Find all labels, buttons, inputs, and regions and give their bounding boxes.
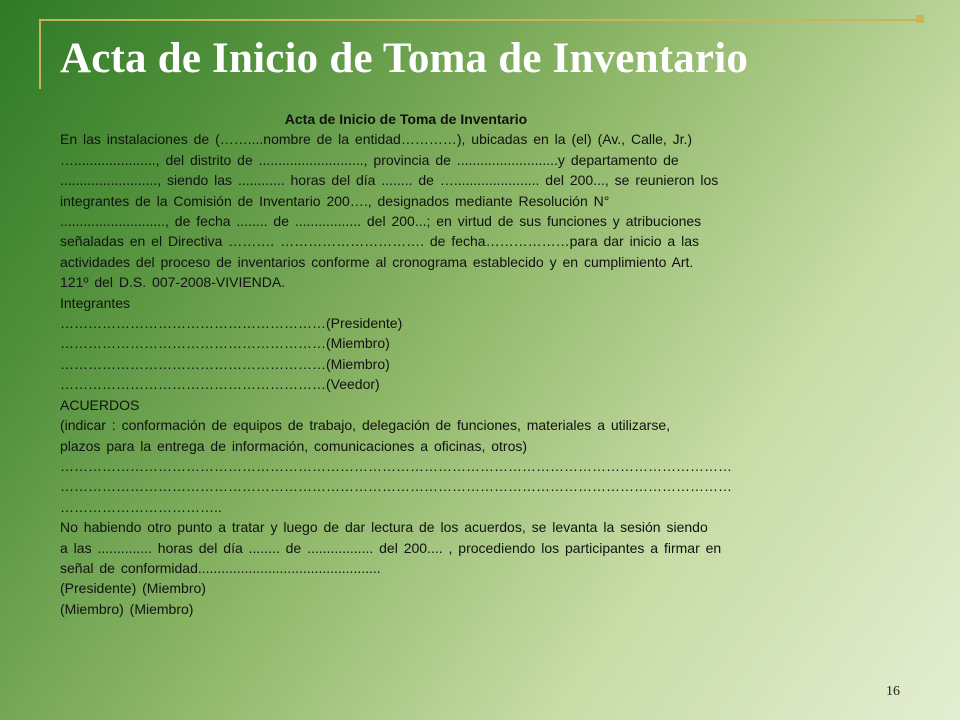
agreements-fill-line-3: …………………………….. bbox=[60, 498, 222, 515]
title-accent-square bbox=[916, 15, 924, 23]
doc-line-directive: señaladas en el Directiva ………. …………………………. de fecha………………para dar inicio a las bbox=[60, 233, 699, 250]
document-title: Acta de Inicio de Toma de Inventario bbox=[284, 111, 528, 127]
doc-line-commission: integrantes de la Comisión de Inventario 200…., designados mediante Resolución N° bbox=[60, 192, 610, 209]
members-heading: Integrantes bbox=[60, 294, 131, 311]
page-number: 16 bbox=[886, 684, 900, 699]
signatures-row-2: (Miembro) (Miembro) bbox=[60, 600, 194, 617]
doc-line-resolution: ..........................., de fecha ........ de ................. del 200...; en virtud de sus funciones y atribuciones bbox=[60, 213, 702, 230]
doc-line-location: En las instalaciones de (……....nombre de la entidad…………), ubicadas en la (el) (Av., Calle, Jr.) bbox=[60, 131, 693, 148]
signature-line-observer: …………………………………………………(Veedor) bbox=[60, 376, 380, 393]
agreements-instructions-1: (indicar : conformación de equipos de trabajo, delegación de funciones, materiales a utilizarse, bbox=[60, 417, 671, 434]
signatures-row-1: (Presidente) (Miembro) bbox=[60, 580, 206, 597]
document-body bbox=[60, 109, 880, 619]
signature-line-president: …………………………………………………(Presidente) bbox=[60, 315, 403, 332]
agreements-instructions-2: plazos para la entrega de información, comunicaciones a oficinas, otros) bbox=[60, 437, 528, 454]
doc-line-closing-time: a las .............. horas del día ........ de ................. del 200.... , procediendo los participantes a firmar en bbox=[60, 539, 722, 556]
signature-line-member-1: …………………………………………………(Miembro) bbox=[60, 335, 390, 352]
agreements-fill-line-2: ……………………………………………………………………………………………………………………………… bbox=[60, 478, 732, 495]
doc-line-district: …....................., del distrito de ..........................., provincia de ..........................y departamento de bbox=[60, 151, 679, 168]
doc-line-closing: No habiendo otro punto a tratar y luego de dar lectura de los acuerdos, se levanta la sesión siendo bbox=[60, 519, 708, 536]
doc-line-conformity: señal de conformidad............................................... bbox=[60, 559, 381, 576]
doc-line-activities: actividades del proceso de inventarios conforme al cronograma establecido y en cumplimiento Art. bbox=[60, 253, 694, 270]
doc-line-decree: 121º del D.S. 007-2008-VIVIENDA. bbox=[60, 274, 286, 291]
title-accent-horizontal-line bbox=[40, 19, 918, 21]
doc-line-time: ........................., siendo las ............ horas del día ........ de …...................... del 200..., se reunieron los bbox=[60, 172, 719, 189]
slide-title: Acta de Inicio de Toma de Inventario bbox=[60, 35, 749, 82]
agreements-fill-line-1: ……………………………………………………………………………………………………………………………… bbox=[60, 457, 732, 474]
signature-line-member-2: …………………………………………………(Miembro) bbox=[60, 355, 390, 372]
agreements-heading: ACUERDOS bbox=[60, 396, 140, 413]
title-accent-vertical-line bbox=[39, 19, 41, 89]
